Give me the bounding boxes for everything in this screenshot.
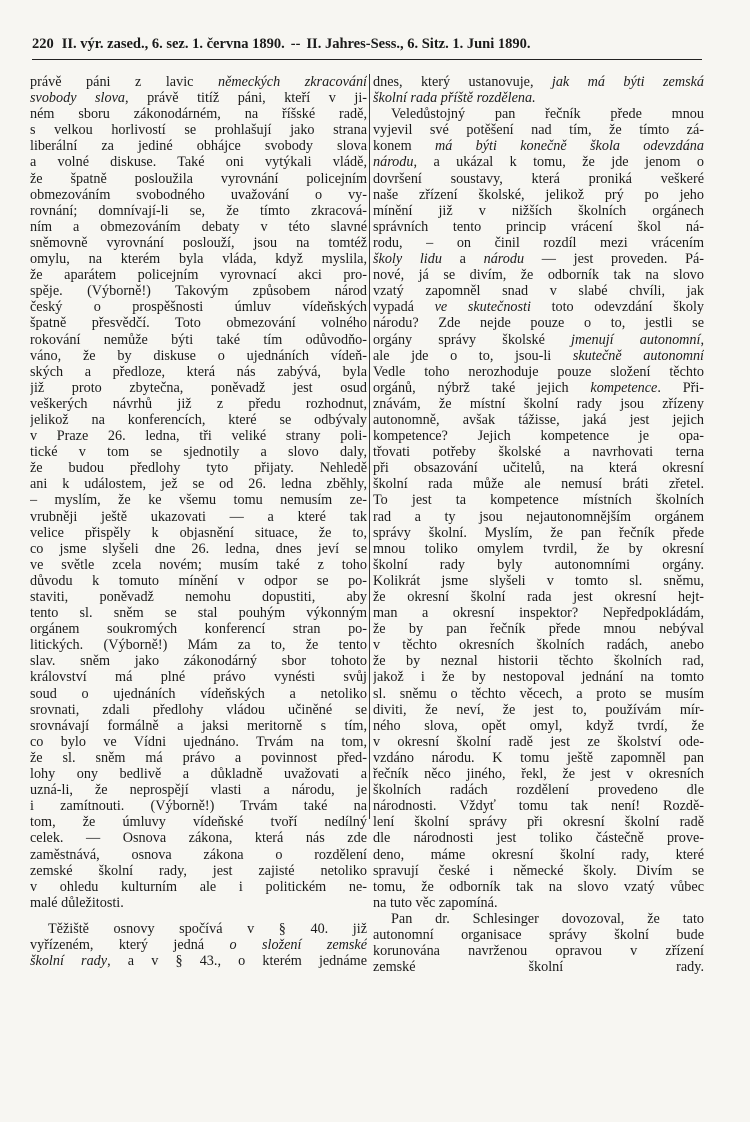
text-line: zemské školní rady. [373,959,704,976]
text-line: ských a předloze, která nás zabývá, byla [30,363,367,380]
text-line: Těžiště osnovy spočívá v § 40. již [48,920,367,937]
text-line: vzatý zapomněl snad v slabé chvíli, jak [373,283,704,300]
page-header [32,36,702,58]
text-line: národu? Zde nejde pouze o to, jestli se [373,315,704,332]
text-line: veškerých návrhů již z předu rozhodnut, [30,395,367,412]
text-line: soud o ujednáních vídeňských a netoliko [30,685,367,702]
text-line: man a okresní inspektor? Nepředpokládám, [373,605,704,622]
text-line: nové, já se divím, že odborník tak na slovo [373,267,704,284]
text-line: autonomní organisace správy školní bude [373,926,704,943]
text-line: srovnávají formálně a jaksi meritorně s tím, [30,717,367,734]
text-line: rad a ty jsou nejautonomnějším orgánem [373,508,704,525]
text-line: deno, máme okresní školní rady, které [373,846,704,863]
text-line: rokování nemůže býti také tím odůvodňo- [30,331,367,348]
text-line: školní rada příště rozdělena. [373,90,536,107]
text-line: důvodu k tomuto mínění v odpor se po- [30,572,367,589]
text-line: co bylo ve Vídni ujednáno. Trvám na tom, [30,733,367,750]
text-line: ale jde o to, jsou-li skutečně autonomní [373,347,704,364]
text-line: právě páni z lavic německých zkracování [30,74,367,90]
text-line: že by neznal historii těchto školních rad, [373,653,704,670]
text-line: naše zřízení školské, jelikož prý po jeho [373,186,704,203]
text-line: řečník něco jiného, řekl, že jest v okresních [373,766,704,783]
text-line: lení školní správy při okresní školní radě [373,814,704,831]
header-czech: II. výr. zased., 6. sez. 1. června 1890. [61,36,285,52]
text-line: že budou předlohy tyto přijaty. Nehledě [30,460,367,477]
text-line: orgánem soukromých konferencí stran po- [30,621,367,638]
right-column [373,74,704,975]
text-line: Vedle toho nerozhoduje pouze složení těchto [373,363,704,380]
text-line: v okresní školní radě jest ze školství ode- [373,733,704,750]
paragraph-gap [30,911,367,921]
text-line: český o prospěšnosti úmluv vídeňských [30,299,367,316]
text-line: jakož i že by nestopoval jednání na tomto [373,669,704,686]
text-line: znávám, že místní školní rady jsou zřízeny [373,395,704,412]
header-rule [32,59,702,60]
text-line: korunována navrženou opravou v zřízení [373,943,704,960]
text-line: s velkou horlivostí se prohlašují jako strana [30,122,367,139]
text-line: třovati potřeby školské a navrhovati terna [373,444,704,461]
text-line: a volné diskuse. Také oni vytýkali vládě, [30,154,367,171]
text-line: Kolikrát jsme slyšeli v tomto sl. sněmu, [373,572,704,589]
text-line: i zamítnouti. (Výborně!) Trvám také na [30,798,367,815]
text-line: školy lidu a národu — jest proveden. Pá- [373,251,704,268]
text-line: sl. sněmu o těchto věcech, a proto se musím [373,685,704,702]
text-line: spravují české i německé školy. Divím se [373,862,704,879]
text-line: litických. (Výborně!) Mám za to, že tento [30,637,367,654]
text-line: národu, a ukázal k tomu, že jde jenom o [373,154,704,171]
text-line: dle národnosti jest toliko částečně prove- [373,830,704,847]
text-line: uzná-li, že neprospějí vlasti a národu, je [30,782,367,799]
text-line: spěje. (Výborně!) Takovým způsobem národ [30,283,367,300]
text-line: mínění již v nižších školních orgánech [373,202,704,219]
text-line: obmezováním svobodného uvažování o vy- [30,186,367,203]
text-line: dnes, který ustanovuje, jak má býti zemská [373,74,704,90]
text-line: při obsazování učitelů, na která okresní [373,460,704,477]
text-line: školních radách rozdělení provedeno dle [373,782,704,799]
text-line: na tuto věc zapomíná. [373,894,498,911]
text-line: ani k událostem, jež se od 26. ledna zběhly, [30,476,367,493]
text-line: vyjevil své potěšení nad tím, že tímto zá- [373,122,704,139]
text-line: slav. sněm jako zákonodárný sbor tohoto [30,653,367,670]
text-line: co jsme slyšeli dne 26. ledna, dnes jeví se [30,540,367,557]
text-line: národnosti. Vždyť tomu tak není! Rozdě- [373,798,704,815]
text-line: ve světle zcela novém; musím také z toho [30,556,367,573]
text-line: Veledůstojný pan řečník přede mnou [391,106,704,123]
text-line: malé důležitosti. [30,894,124,911]
text-line: omylu, na kterém byla vláda, když myslila, [30,251,367,268]
text-line: lohy ony bedlivě a důkladně uvažovati a [30,766,367,783]
text-line: v těchto okresních školních radách, anebo [373,637,704,654]
text-line: kompetence? Jejich kompetence je opa- [373,428,704,445]
column-divider [369,74,370,819]
text-line: že by pan řečník přede mnou nebýval [373,621,704,638]
text-line: v ohledu kulturním ale i politickém ne- [30,878,367,895]
text-line: že aparátem policejním vyrovnací akci pro- [30,267,367,284]
text-line: království má plné právo vynésti svůj [30,669,367,686]
page-number: 220 [32,36,54,52]
text-line: vzdáno národu. K tomu ještě zapomněl pan [373,749,704,766]
text-line: sněmovně vyrovnání poslouží, jsou na tomtéž [30,234,367,251]
text-line: konem má býti konečně škola odevzdána [373,138,704,155]
text-line: zaměstnává, osnova zákona o rozdělení [30,846,367,863]
text-line: školní rady byly autonomními orgány. [373,556,704,573]
text-line: ném sboru zákonodárném, na říšské radě, [30,106,367,123]
text-line: – myslím, že ke všemu tomu nemusím ze- [30,492,367,509]
header-separator: -- [290,36,301,52]
text-line: školní rada může ale nemusí bráti zřetel. [373,476,704,493]
text-line: dovršení soustavy, která proniká veškeré [373,170,704,187]
text-line: mnou toliko omylem tvrdil, že by okresní [373,540,704,557]
text-line: vrubněji ještě ukazovati — a které tak [30,508,367,525]
text-line: že okresní školní rada jest okresní hejt- [373,589,704,605]
text-line: ním a obmezováním debaty v této slavné [30,218,367,235]
text-line: správních tento princip vrácení škol ná- [373,218,704,235]
text-line: celek. — Osnova zákona, která nás zde [30,830,367,847]
text-line: rovnání; domnívají-li se, že tímto zkracová- [30,202,367,219]
text-line: srovnati, zdali předlohy vládou učiněné se [30,701,367,718]
text-line: že sl. sněm má právo a povinnost před- [30,749,367,766]
text-line: již proto zbytečna, poněvadž jest osud [30,379,367,396]
text-line: ného slova, opět omyl, když tvrdí, že [373,717,704,734]
text-line: jelikož na konferencích, které se odbývaly [30,411,367,428]
left-column [30,74,367,969]
text-line: diviti, že neví, že jest to, používám mír- [373,701,704,718]
text-line: orgánů, nýbrž také jejich kompetence. Při- [373,379,704,396]
header-german: II. Jahres-Sess., 6. Sitz. 1. Juni 1890. [306,36,531,52]
text-line: v Praze 26. ledna, tři veliké strany poli- [30,428,367,445]
text-line: správy školní. Myslím, že pan řečník přede [373,524,704,541]
text-line: vyřízeném, který jedná o složení zemské [30,936,367,953]
text-line: svobody slova, právě titíž páni, kteří v ji- [30,90,367,107]
text-line: staviti, poněvadž nemohu dopustiti, aby [30,589,367,605]
text-line: To jest ta kompetence místních školních [373,492,704,509]
text-line: tento sl. sněm se stal pouhým výkonným [30,605,367,622]
text-line: velice přispěly k objasnění situace, že to, [30,524,367,541]
text-line: že špatně posloužila vyrovnání policejním [30,170,367,187]
text-line: tické v tom se sjednotily a slovo daly, [30,444,367,461]
text-line: školní rady, a v § 43., o kterém jednáme [30,953,367,970]
text-line: tomu, že odborník tak na slovo vzatý vůbec [373,878,704,895]
text-line: Pan dr. Schlesinger dovozoval, že tato [391,910,704,927]
text-line: zemské školní rady, jest zajisté netoliko [30,862,367,879]
text-line: rodu, – on činil rozdíl mezi vrácením [373,234,704,251]
text-line: orgány správy školské jmenují autonomní, [373,331,704,348]
text-line: špatně přesvědčí. Toto obmezování volného [30,315,367,332]
text-line: autonomně, avšak tážisse, jaká jest jejich [373,411,704,428]
text-line: váno, že by diskuse o ujednáních vídeň- [30,347,367,364]
text-line: liberální za jediné obhájce svobody slova [30,138,367,155]
text-line: tom, že úmluvy vídeňské tvoří nedílný [30,814,367,831]
text-line: vypadá ve skutečnosti toto odevzdání školy [373,299,704,316]
